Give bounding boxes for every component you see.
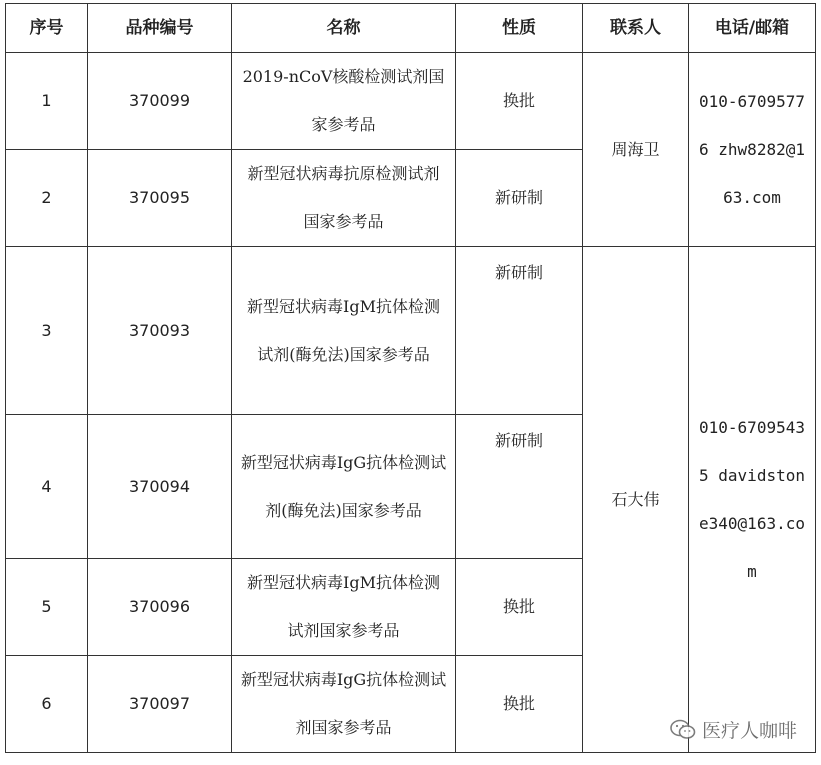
row-index: 4 <box>6 415 88 559</box>
header-nature: 性质 <box>456 4 583 53</box>
row-code: 370095 <box>88 150 232 247</box>
contact-person: 石大伟 <box>583 247 689 753</box>
watermark <box>670 716 797 743</box>
header-index: 序号 <box>6 4 88 53</box>
header-name: 名称 <box>232 4 456 53</box>
row-name: 新型冠状病毒IgG抗体检测试剂(酶免法)国家参考品 <box>232 415 456 559</box>
row-nature: 新研制 <box>456 415 583 559</box>
row-index: 1 <box>6 53 88 150</box>
reference-material-table <box>5 3 816 753</box>
header-code: 品种编号 <box>88 4 232 53</box>
contact-phone-email: 010-67095435 davidstone340@163.com <box>689 247 816 753</box>
row-code: 370094 <box>88 415 232 559</box>
row-code: 370097 <box>88 656 232 753</box>
row-name: 新型冠状病毒IgG抗体检测试剂国家参考品 <box>232 656 456 753</box>
row-name: 新型冠状病毒IgM抗体检测试剂(酶免法)国家参考品 <box>232 247 456 415</box>
table-row <box>6 53 816 150</box>
row-index: 5 <box>6 559 88 656</box>
row-nature: 换批 <box>456 559 583 656</box>
row-nature: 新研制 <box>456 150 583 247</box>
watermark-text: 医疗人咖啡 <box>701 720 797 742</box>
row-name: 2019-nCoV核酸检测试剂国家参考品 <box>232 53 456 150</box>
row-nature: 换批 <box>456 656 583 753</box>
row-nature: 换批 <box>456 53 583 150</box>
row-code: 370099 <box>88 53 232 150</box>
row-index: 6 <box>6 656 88 753</box>
wechat-icon <box>670 719 696 741</box>
row-code: 370093 <box>88 247 232 415</box>
table-header-row <box>6 4 816 53</box>
row-nature: 新研制 <box>456 247 583 415</box>
header-phone-email: 电话/邮箱 <box>689 4 816 53</box>
row-index: 2 <box>6 150 88 247</box>
row-code: 370096 <box>88 559 232 656</box>
row-name: 新型冠状病毒IgM抗体检测试剂国家参考品 <box>232 559 456 656</box>
contact-phone-email: 010-67095776 zhw8282@163.com <box>689 53 816 247</box>
contact-person: 周海卫 <box>583 53 689 247</box>
row-name: 新型冠状病毒抗原检测试剂国家参考品 <box>232 150 456 247</box>
table-row <box>6 247 816 415</box>
header-contact-person: 联系人 <box>583 4 689 53</box>
row-index: 3 <box>6 247 88 415</box>
